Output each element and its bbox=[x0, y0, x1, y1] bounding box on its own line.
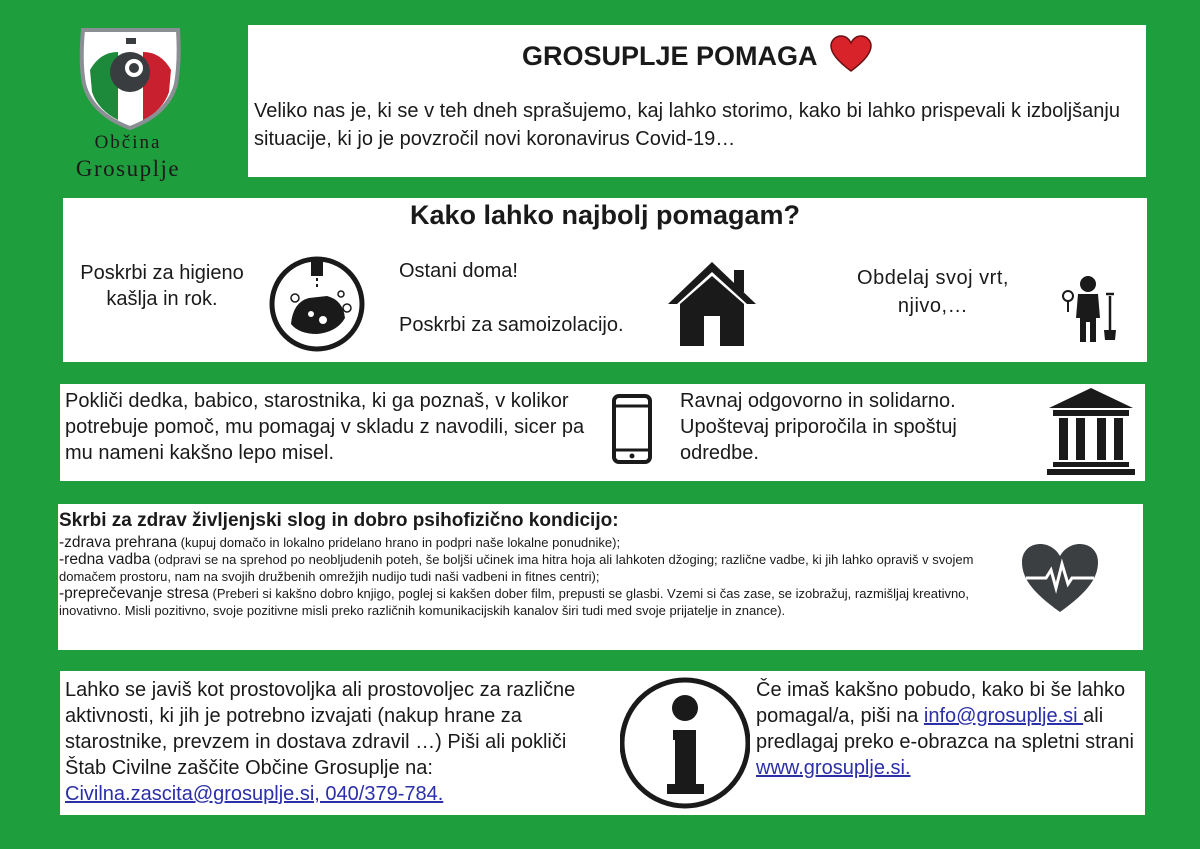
lifestyle-list bbox=[59, 534, 989, 619]
exercise-label: -redna vadba bbox=[59, 551, 151, 568]
call-elderly-text: Pokliči dedka, babico, starostnika, ki ga poznaš, v kolikor potrebuje pomoč, mu pomagaj v skladu z navodili, sicer pa mu nameni kakšno lepo misel. bbox=[65, 390, 585, 464]
lifestyle-heading: Skrbi za zdrav življenjski slog in dobro psihofizično kondicijo: bbox=[59, 510, 619, 531]
logo-line-1: Občina bbox=[94, 132, 162, 153]
stress-label: -preprečevanje stresa bbox=[59, 585, 209, 602]
tip-garden: Obdelaj svoj vrt, njivo,… bbox=[857, 267, 1009, 317]
help-panel bbox=[60, 384, 1145, 481]
volunteer-copy: Lahko se javiš kot prostovoljka ali prostovoljec za različne aktivnosti, ki jih je potrebno izvajati (nakup hrane za starostnike, prevzem in dostava zdravil …) Piši ali pokliči Štab Civilne zaščite Občine Grosuplje na: bbox=[65, 679, 576, 779]
tips-panel bbox=[63, 198, 1147, 362]
title-text: GROSUPLJE POMAGA bbox=[521, 41, 817, 71]
tips-title: Kako lahko najbolj pomagam? bbox=[409, 200, 801, 230]
suggestion-copy: Če imaš kakšno pobudo, kako bi še lahko pomagal/a, piši na bbox=[756, 679, 1126, 727]
list-item bbox=[59, 534, 989, 551]
food-note: (kupuj domačo in lokalno pridelano hrano in podpri naše lokalne ponudnike); bbox=[177, 535, 621, 550]
gardener-icon bbox=[1060, 274, 1120, 344]
suggestion-text bbox=[756, 677, 1141, 781]
page-title bbox=[248, 35, 1146, 73]
list-item bbox=[59, 551, 989, 585]
exercise-note: (odpravi se na sprehod po neobljudenih poteh, še boljši učinek ima hitra hoja ali lahkoten džoging; različne vadbe, ki jih lahko opraviš v svojem domačem prostoru, nam na svojih družbenih omrežjih nudijo tudi naši vadbeni in fitnes centri); bbox=[59, 552, 974, 584]
header-panel bbox=[248, 25, 1146, 177]
suggestion-copy-2: ali predlagaj preko e-obrazca na spletni strani bbox=[756, 705, 1134, 753]
house-icon bbox=[666, 260, 758, 348]
info-icon bbox=[620, 674, 750, 812]
intro-text: Veliko nas je, ki se v teh dneh sprašujemo, kaj lahko storimo, kako bi lahko prispevali k izboljšanju situacije, ki jo je povzročil novi koronavirus Covid-19… bbox=[254, 100, 1120, 150]
volunteer-text bbox=[65, 677, 610, 807]
government-building-icon bbox=[1045, 386, 1137, 476]
act-responsibly-text: Ravnaj odgovorno in solidarno. Upoštevaj priporočila in spoštuj odredbe. bbox=[680, 390, 957, 464]
tip-stay-home: Ostani doma! bbox=[399, 260, 518, 282]
coat-of-arms-icon bbox=[48, 22, 223, 132]
logo-line-2: Grosuplje bbox=[75, 156, 181, 181]
list-item bbox=[59, 585, 989, 619]
heart-icon bbox=[830, 35, 872, 73]
municipality-logo bbox=[48, 22, 223, 182]
tip-isolation: Poskrbi za samoizolacijo. bbox=[399, 314, 624, 336]
handwash-icon bbox=[267, 254, 367, 354]
civil-protection-contact-link[interactable]: Civilna.zascita@grosuplje.si, 040/379-784. bbox=[65, 783, 444, 805]
stress-note: (Preberi si kakšno dobro knjigo, poglej si kakšen dober film, prepusti se glasbi. Vzemi si čas zase, se izobražuj, razmišljaj kreativno, inovativno. Misli pozitivno, svoje pozitivne misli preko različnih komunikacijskih kanalov širi tudi med svoje prijatelje in znance). bbox=[59, 586, 970, 618]
food-label: -zdrava prehrana bbox=[59, 534, 178, 551]
heartbeat-icon bbox=[1020, 542, 1100, 614]
email-link[interactable]: info@grosuplje.si bbox=[923, 705, 1084, 727]
tip-hygiene: Poskrbi za higieno kašlja in rok. bbox=[80, 262, 244, 310]
lifestyle-panel bbox=[58, 504, 1143, 650]
phone-icon bbox=[612, 394, 652, 464]
website-link[interactable]: www.grosuplje.si. bbox=[756, 757, 911, 779]
contact-panel bbox=[60, 671, 1145, 815]
